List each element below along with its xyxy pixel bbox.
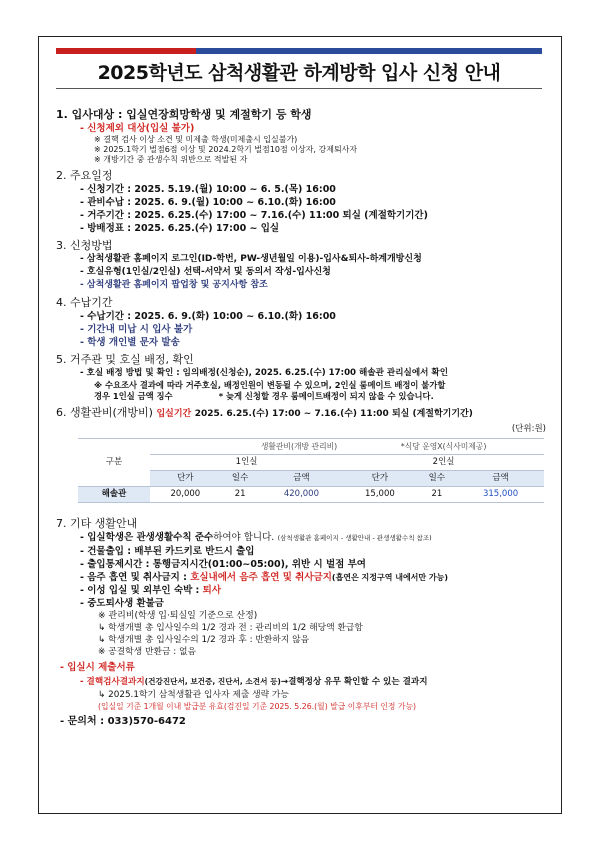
schedule-room-list: - 방배정표 : 2025. 6.25.(수) 17:00 ~ 입실	[80, 223, 280, 234]
title-accent-red	[56, 48, 196, 54]
rule-drinking	[56, 571, 546, 584]
docs-heading: - 입실시 제출서류	[60, 662, 135, 673]
meal-header: *식당 운영X(식사미제공)	[343, 439, 544, 455]
schedule-payment: - 관비수납 : 2025. 6. 9.(월) 10:00 ~ 6.10.(화) 16:00	[80, 197, 336, 208]
single-amount: 420,000	[260, 487, 344, 503]
rule-visitors	[56, 584, 546, 597]
excluded-note-1: ※ 결핵 검사 이상 소견 및 미제출 학생(미제출시 입실불가)	[94, 135, 298, 144]
rule-compliance	[56, 531, 546, 545]
visitor-text-b: 퇴사	[202, 585, 222, 596]
table-row	[78, 487, 544, 503]
payment-warning: - 기간내 미납 시 입사 불가	[80, 324, 193, 335]
section-6-title: 6. 생활관비(개방비)	[56, 406, 153, 419]
double-days: 21	[417, 487, 458, 503]
schedule-apply: - 신청기간 : 2025. 5.19.(월) 10:00 ~ 6. 5.(목) 16:00	[80, 184, 336, 195]
section-7-heading: 7. 기타 생활안내	[56, 517, 138, 530]
apply-step-1: - 삼척생활관 홈페이지 로그인(ID-학번, PW-생년월일 이용)-입사&퇴사-하계개방신청	[80, 254, 422, 264]
single-days-header: 일수	[221, 471, 260, 487]
drink-text-c: (흡연은 지정구역 내에서만 가능)	[331, 573, 449, 582]
period-value: 2025. 6.25.(수) 17:00 ~ 7.16.(수) 11:00 퇴실 (계절학기기간)	[194, 409, 473, 419]
period-label: 입실기간	[156, 409, 192, 419]
rule-text-c: 하여야 합니다.	[213, 532, 275, 543]
docs-item-3: (입실일 기준 1개월 이내 발급분 유효(검진일 기준 2025. 5.26.(월) 발급 이후부터 인정 가능)	[98, 702, 417, 711]
row-label: 해솔관	[78, 487, 150, 503]
schedule-stay: - 거주기간 : 2025. 6.25.(수) 17:00 ~ 7.16.(수) 11:00 퇴실 (계절학기기간)	[80, 210, 428, 221]
docs-text-c: →결핵정상 유무 확인할 수 있는 결과지	[280, 677, 428, 687]
drink-text-a: - 음주 흡연 및 취사금지 :	[80, 572, 191, 583]
double-price: 15,000	[343, 487, 416, 503]
section-5-heading: 5. 거주관 및 호실 배정, 확인	[56, 353, 194, 366]
rule-card: - 건물출입 : 배부된 카드키로 반드시 출입	[80, 546, 255, 557]
refund-item-2: ↳ 학생개별 총 입사일수의 1/2 경과 전 : 관리비의 1/2 해당액 환급함	[98, 623, 363, 633]
docs-item-2: ↳ 2025.1학기 삼척생활관 입사자 제출 생략 가능	[98, 690, 289, 700]
title-divider	[56, 88, 542, 89]
single-price: 20,000	[150, 487, 221, 503]
room-assignment: - 호실 배정 방법 및 확인 : 임의배정(신청순), 2025. 6.25.(수) 17:00 해솔관 관리실에서 확인	[80, 368, 449, 378]
section-1-heading: 1. 입사대상 : 입실연장희망학생 및 계절학기 등 학생	[56, 108, 312, 121]
single-room-header: 1인실	[150, 455, 343, 471]
unit-label: (단위:원)	[511, 424, 546, 434]
page-title: 2025학년도 삼척생활관 하계방학 입사 신청 안내	[97, 62, 501, 84]
refund-item-3: ↳ 학생개별 총 입사일수의 1/2 경과 후 : 반환하지 않음	[98, 635, 310, 645]
drink-text-b: 호실내에서 음주 흡연 및 취사금지	[190, 572, 332, 583]
payment-sms: - 학생 개인별 문자 발송	[80, 337, 180, 348]
visitor-text-a: - 이성 입실 및 외부인 숙박 :	[80, 585, 203, 596]
double-room-header: 2인실	[343, 455, 544, 471]
room-note-2: 경우 1인실 금액 징수 * 늦게 신청할 경우 룸메이트배정이 되지 않을 수 있습니다.	[94, 391, 434, 401]
refund-item-1: ※ 관리비(학생 입·퇴실일 기준으로 산정)	[98, 611, 258, 621]
notice-body	[56, 104, 546, 729]
apply-step-2: - 호실유형(1인실/2인실) 선택-서약서 및 동의서 작성-입사신청	[80, 267, 331, 277]
double-price-header: 단가	[343, 471, 416, 487]
single-amount-header: 금액	[260, 471, 344, 487]
section-1	[56, 108, 546, 122]
table-group-label: 구분	[78, 439, 150, 487]
refund-item-4: ※ 공결학생 반환금 : 없음	[98, 647, 197, 657]
double-amount-header: 금액	[457, 471, 544, 487]
double-amount: 315,000	[457, 487, 544, 503]
excluded-heading: - 신청제외 대상(입실 불가)	[80, 123, 195, 134]
double-days-header: 일수	[417, 471, 458, 487]
excluded-note-3: ※ 개방기간 중 관생수칙 위반으로 적발된 자	[94, 155, 248, 164]
fee-table	[78, 438, 544, 503]
section-3-heading: 3. 신청방법	[56, 239, 113, 252]
refund-heading: - 중도퇴사생 환불금	[80, 598, 164, 609]
title-accent-blue	[196, 48, 542, 54]
apply-reference: - 삼척생활관 홈페이지 팝업창 및 공지사항 참조	[80, 280, 268, 290]
payment-period: - 수납기간 : 2025. 6. 9.(화) 10:00 ~ 6.10.(화) 16:00	[80, 311, 336, 322]
room-note-1: ※ 수요조사 결과에 따라 거주호실, 배정인원이 변동될 수 있으며, 2인실 룸메이트 배정이 불가할	[94, 380, 446, 390]
single-days: 21	[221, 487, 260, 503]
section-4-heading: 4. 수납기간	[56, 296, 113, 309]
single-price-header: 단가	[150, 471, 221, 487]
docs-item-1	[56, 675, 546, 689]
rule-text-b: 관생생활수칙 준수	[136, 532, 214, 543]
rule-reference: (삼척생활관 홈페이지 - 생활안내 - 관생생활수칙 참조)	[277, 534, 432, 542]
rule-text-a: - 입실학생은	[80, 532, 137, 543]
excluded-note-2: ※ 2025.1학기 벌점6점 이상 및 2024.2학기 벌점10점 이상자, 강제퇴사자	[94, 145, 358, 154]
docs-text-b: (건강진단서, 보건증, 진단서, 소견서 등)	[144, 677, 281, 686]
docs-text-a: - 결핵검사결과지	[80, 677, 145, 687]
contact-info: - 문의처 : 033)570-6472	[60, 716, 186, 727]
rule-curfew: - 출입통제시간 : 통행금지시간(01:00~05:00), 위반 시 벌점 부여	[80, 559, 366, 570]
section-6-heading	[56, 406, 546, 421]
fee-header: 생활관비(개방 관리비)	[150, 439, 343, 455]
section-2-heading: 2. 주요일정	[56, 169, 113, 182]
